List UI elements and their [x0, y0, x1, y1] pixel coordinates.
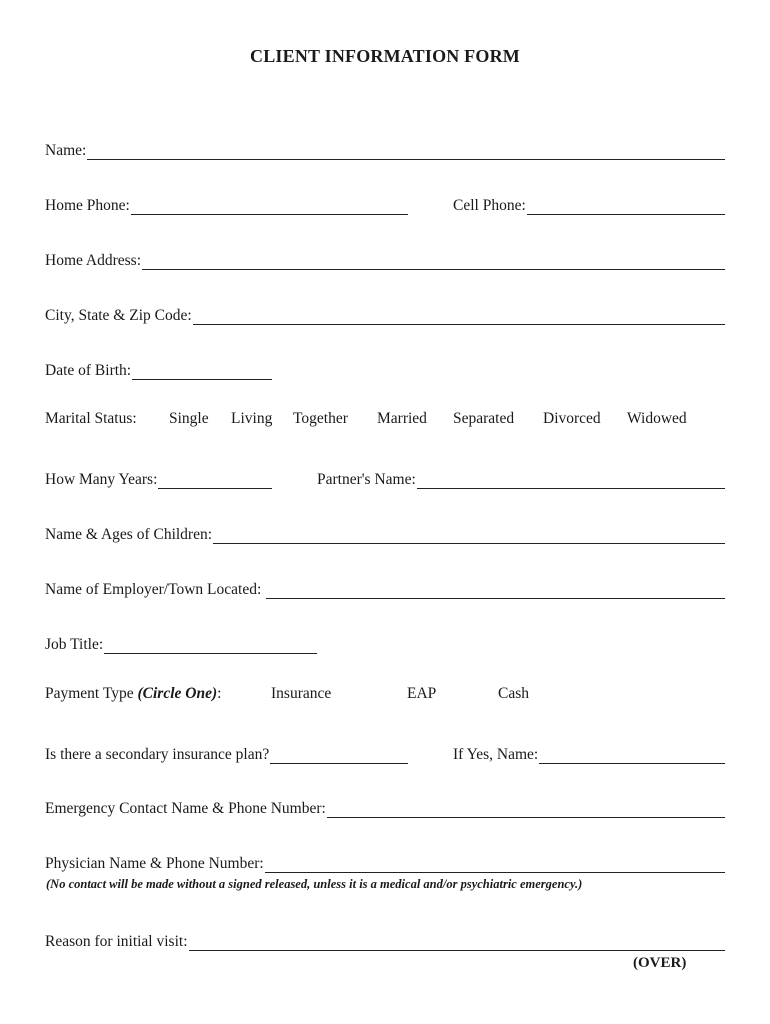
over-indicator: (OVER) — [633, 955, 687, 971]
payment-type-label — [45, 685, 221, 703]
payment-type-colon: : — [217, 685, 222, 702]
city-state-zip-row — [45, 301, 725, 325]
dob-field[interactable] — [45, 356, 272, 380]
dob-label: Date of Birth: — [45, 362, 132, 379]
marital-status-row — [45, 410, 725, 434]
employer-label: Name of Employer/Town Located: — [45, 581, 266, 598]
marital-option-together[interactable]: Together — [293, 410, 348, 427]
home-address-row — [45, 246, 725, 270]
home-phone-line[interactable] — [131, 198, 408, 215]
children-field[interactable] — [45, 520, 725, 544]
form-title: CLIENT INFORMATION FORM — [250, 46, 520, 66]
emergency-contact-field[interactable] — [45, 794, 725, 818]
secondary-insurance-row — [45, 740, 725, 764]
payment-type-row — [45, 685, 725, 709]
marital-option-married[interactable]: Married — [377, 410, 427, 427]
reason-field[interactable] — [45, 927, 725, 951]
children-label: Name & Ages of Children: — [45, 526, 213, 543]
physician-line[interactable] — [265, 856, 725, 873]
city-state-zip-field[interactable] — [45, 301, 725, 325]
secondary-insurance-label: Is there a secondary insurance plan? — [45, 746, 270, 763]
job-title-line[interactable] — [104, 637, 317, 654]
if-yes-name-label: If Yes, Name: — [453, 746, 539, 763]
how-many-years-label: How Many Years: — [45, 471, 158, 488]
children-line[interactable] — [213, 527, 725, 544]
payment-option-insurance[interactable]: Insurance — [271, 685, 332, 702]
name-field[interactable] — [45, 136, 725, 160]
emergency-contact-label: Emergency Contact Name & Phone Number: — [45, 800, 326, 817]
payment-option-eap[interactable]: EAP — [407, 685, 437, 702]
marital-option-separated[interactable]: Separated — [453, 410, 515, 427]
how-many-years-line[interactable] — [158, 472, 272, 489]
employer-field[interactable] — [45, 575, 725, 599]
if-yes-name-line[interactable] — [539, 747, 725, 764]
job-title-row — [45, 630, 725, 654]
payment-type-text: Payment Type — [45, 685, 138, 702]
marital-option-living[interactable]: Living — [231, 410, 273, 427]
home-phone-label: Home Phone: — [45, 197, 130, 214]
emergency-contact-row — [45, 794, 725, 818]
partners-name-line[interactable] — [417, 472, 725, 489]
job-title-field[interactable] — [45, 630, 317, 654]
cell-phone-line[interactable] — [527, 198, 725, 215]
children-row — [45, 520, 725, 544]
reason-label: Reason for initial visit: — [45, 933, 188, 950]
home-address-label: Home Address: — [45, 252, 142, 269]
reason-row — [45, 927, 725, 951]
how-many-years-field[interactable] — [45, 465, 272, 489]
contact-disclaimer-note: (No contact will be made without a signed released, unless it is a medical and/or psychiatric emergency.) — [46, 877, 583, 891]
marital-status-label: Marital Status: — [45, 410, 137, 427]
physician-row — [45, 849, 725, 873]
marital-option-divorced[interactable]: Divorced — [543, 410, 601, 427]
partners-name-label: Partner's Name: — [317, 471, 416, 488]
phone-row — [45, 191, 725, 215]
city-state-zip-line[interactable] — [193, 308, 725, 325]
name-row — [45, 136, 725, 160]
name-line[interactable] — [87, 143, 725, 160]
physician-field[interactable] — [45, 849, 725, 873]
payment-option-cash[interactable]: Cash — [498, 685, 529, 702]
name-label: Name: — [45, 142, 87, 159]
secondary-insurance-field[interactable] — [45, 740, 408, 764]
cell-phone-label: Cell Phone: — [453, 197, 526, 214]
home-address-field[interactable] — [45, 246, 725, 270]
secondary-insurance-line[interactable] — [270, 747, 408, 764]
home-phone-field[interactable] — [45, 191, 408, 215]
marital-option-widowed[interactable]: Widowed — [627, 410, 687, 427]
emergency-contact-line[interactable] — [327, 801, 725, 818]
employer-line[interactable] — [266, 582, 725, 599]
employer-row — [45, 575, 725, 599]
dob-line[interactable] — [132, 363, 272, 380]
city-state-zip-label: City, State & Zip Code: — [45, 307, 192, 324]
cell-phone-field[interactable] — [453, 191, 725, 215]
dob-row — [45, 356, 725, 380]
job-title-label: Job Title: — [45, 636, 104, 653]
physician-label: Physician Name & Phone Number: — [45, 855, 264, 872]
partners-name-field[interactable] — [317, 465, 725, 489]
years-partner-row — [45, 465, 725, 489]
home-address-line[interactable] — [142, 253, 725, 270]
if-yes-name-field[interactable] — [453, 740, 725, 764]
marital-option-single[interactable]: Single — [169, 410, 209, 427]
payment-circle-one: (Circle One) — [137, 685, 218, 702]
reason-line[interactable] — [189, 934, 726, 951]
